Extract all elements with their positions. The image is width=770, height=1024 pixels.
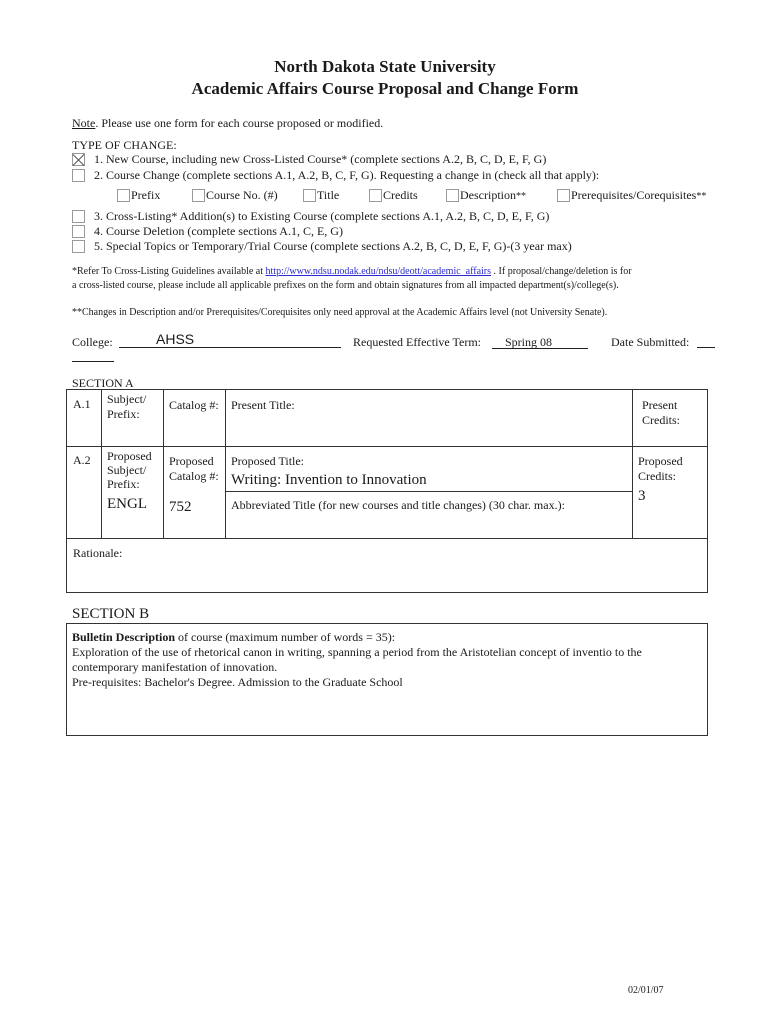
- college-field[interactable]: [119, 331, 341, 348]
- prerequisites-sup: **: [696, 191, 707, 202]
- bulletin-label: Bulletin Description: [72, 630, 176, 644]
- credits-checkbox[interactable]: [369, 189, 382, 202]
- note-text: . Please use one form for each course proposed or modified.: [95, 116, 384, 130]
- cross-listing-footnote: [72, 266, 632, 277]
- credits-label: Credits: [383, 188, 418, 202]
- a2-proposed-credits-label: Proposed Credits:: [638, 454, 683, 483]
- section-a-heading: SECTION A: [72, 376, 134, 390]
- a2-proposed-title-value[interactable]: Writing: Invention to Innovation: [231, 472, 427, 488]
- option-3-checkbox[interactable]: [72, 210, 85, 223]
- a2-abbreviated-title-label: Abbreviated Title (for new courses and title changes) (30 char. max.):: [231, 498, 565, 512]
- a2-proposed-credits-value[interactable]: 3: [638, 488, 646, 504]
- cross-listing-post: . If proposal/change/deletion is for: [491, 266, 632, 277]
- note-label: Note: [72, 116, 96, 130]
- description-line-1: Exploration of the use of rhetorical canon in writing, spanning a period from the Aristotelian concept of inventio to the: [72, 645, 642, 659]
- prerequisites-text: Prerequisites/Corequisites: [571, 188, 697, 202]
- a2-catalog-label: Proposed Catalog #:: [169, 454, 219, 483]
- prefix-label: Prefix: [131, 188, 161, 202]
- a1-present-credits-label: Present Credits:: [642, 398, 680, 427]
- note: [72, 116, 383, 131]
- form-title: Academic Affairs Course Proposal and Change Form: [191, 79, 579, 98]
- college-label: College:: [72, 335, 113, 349]
- option-3-label: 3. Cross-Listing* Addition(s) to Existing Course (complete sections A.1, A.2, B, C, D, E, F, G): [94, 209, 550, 223]
- option-2-checkbox[interactable]: [72, 169, 85, 182]
- description-line-2: contemporary manifestation of innovation.: [72, 660, 278, 674]
- row-divider-a2: [66, 538, 708, 539]
- description-text: Description: [460, 188, 516, 202]
- a2-subject-prefix-label: Proposed Subject/ Prefix:: [107, 449, 152, 491]
- a2-label: A.2: [73, 453, 91, 467]
- col-divider-3: [225, 389, 226, 538]
- date-field[interactable]: [697, 347, 715, 348]
- description-sup: **: [516, 191, 526, 202]
- cross-listing-footnote-line2: a cross-listed course, please include all applicable prefixes on the form and obtain signatures from all impacted department(s)/college(s).: [72, 280, 619, 291]
- prerequisites-text: Pre-requisites: Bachelor's Degree. Admission to the Graduate School: [72, 675, 403, 689]
- a1-subject-prefix-label: Subject/ Prefix:: [107, 392, 147, 421]
- term-label: Requested Effective Term:: [353, 335, 482, 349]
- title-option-label: Title: [317, 188, 340, 202]
- term-field[interactable]: [492, 334, 588, 349]
- prefix-checkbox[interactable]: [117, 189, 130, 202]
- date-field-continued[interactable]: [72, 361, 114, 362]
- option-2-label: 2. Course Change (complete sections A.1, A.2, B, C, F, G). Requesting a change in (check all that apply):: [94, 168, 600, 182]
- prerequisites-checkbox[interactable]: [557, 189, 570, 202]
- section-b-heading: SECTION B: [72, 606, 150, 622]
- a2-subject-value[interactable]: ENGL: [107, 496, 147, 512]
- title-checkbox[interactable]: [303, 189, 316, 202]
- footer-date: 02/01/07: [628, 985, 664, 996]
- a2-catalog-value[interactable]: 752: [169, 499, 192, 515]
- option-5-checkbox[interactable]: [72, 240, 85, 253]
- col-divider-1: [101, 389, 102, 538]
- a2-proposed-title-label: Proposed Title:: [231, 454, 305, 468]
- date-label: Date Submitted:: [611, 335, 690, 349]
- option-4-label: 4. Course Deletion (complete sections A.1, C, E, G): [94, 224, 343, 238]
- option-1-checkbox[interactable]: [72, 153, 85, 166]
- a1-label: A.1: [73, 397, 91, 411]
- prerequisites-label: [571, 188, 706, 203]
- option-1-label: 1. New Course, including new Cross-Listed Course* (complete sections A.2, B, C, D, E, F, G): [94, 152, 547, 166]
- course-no-label: Course No. (#): [206, 188, 278, 202]
- course-no-checkbox[interactable]: [192, 189, 205, 202]
- academic-affairs-link[interactable]: http://www.ndsu.nodak.edu/ndsu/deott/academic_affairs: [265, 266, 492, 277]
- a1-present-title-label: Present Title:: [231, 398, 295, 412]
- changes-footnote: **Changes in Description and/or Prerequisites/Corequisites only need approval at the Academic Affairs level (not University Senate).: [72, 307, 608, 318]
- term-value: Spring 08: [505, 335, 553, 349]
- bulletin-suffix: of course (maximum number of words = 35):: [175, 630, 396, 644]
- college-value: AHSS: [156, 331, 195, 347]
- cross-listing-pre: *Refer To Cross-Listing Guidelines available at: [72, 266, 266, 277]
- option-5-label: 5. Special Topics or Temporary/Trial Course (complete sections A.2, B, C, D, E, F, G)-(3 year max): [94, 239, 572, 253]
- rationale-label: Rationale:: [73, 546, 123, 560]
- a1-catalog-label: Catalog #:: [169, 398, 219, 412]
- description-checkbox[interactable]: [446, 189, 459, 202]
- type-of-change-heading: TYPE OF CHANGE:: [72, 138, 177, 152]
- option-4-checkbox[interactable]: [72, 225, 85, 238]
- col-divider-2: [163, 389, 164, 538]
- university-name: North Dakota State University: [274, 57, 496, 76]
- bulletin-heading: [72, 630, 395, 645]
- description-label: [460, 188, 526, 203]
- title-divider-a2: [225, 491, 632, 492]
- col-divider-4: [632, 389, 633, 538]
